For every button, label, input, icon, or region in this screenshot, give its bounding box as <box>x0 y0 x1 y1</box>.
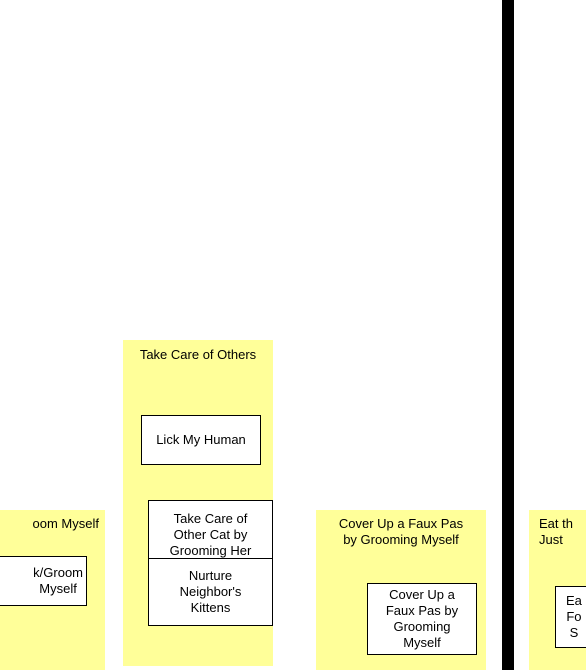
card-cover-up-faux-pas[interactable]: Cover Up a Faux Pas by Grooming Myself <box>367 583 477 655</box>
group-title-cover-up-faux-pas: Cover Up a Faux Pas by Grooming Myself <box>338 516 464 547</box>
card-nurture-neighbors-kittens[interactable]: Nurture Neighbor's Kittens <box>148 558 273 626</box>
card-take-care-of-other-cat[interactable]: Take Care of Other Cat by Grooming Her <box>148 500 273 569</box>
group-cover-up-faux-pas <box>316 510 486 670</box>
card-eat-food[interactable]: Ea Fo S <box>555 586 586 648</box>
card-lick-groom-myself[interactable]: k/Groom Myself <box>0 556 87 606</box>
group-title-eat-the: Eat th Just <box>539 516 573 547</box>
group-eat-the <box>529 510 586 670</box>
card-lick-my-human[interactable]: Lick My Human <box>141 415 261 465</box>
vertical-divider <box>502 0 514 670</box>
group-title-groom-myself: oom Myself <box>32 516 99 531</box>
group-groom-myself <box>0 510 105 670</box>
group-take-care-of-others <box>123 340 273 666</box>
group-title-take-care-of-others: Take Care of Others <box>139 347 257 362</box>
